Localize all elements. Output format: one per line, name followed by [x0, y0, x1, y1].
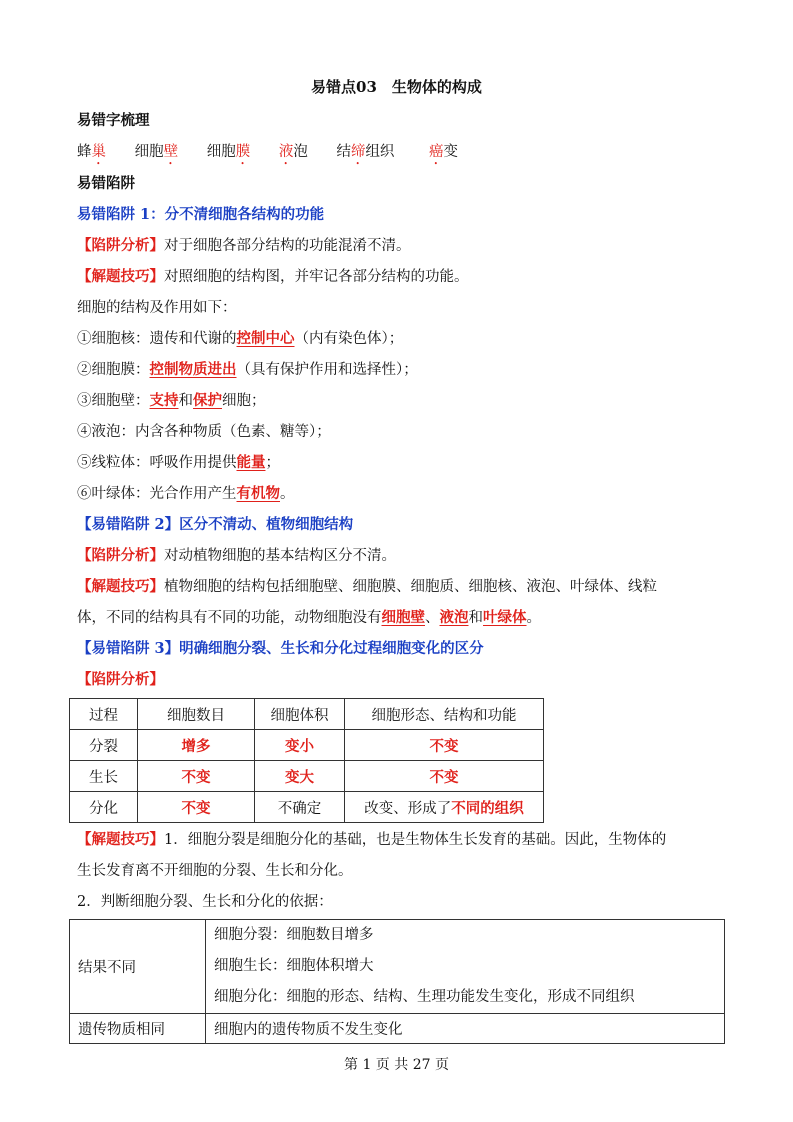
table-cell: 遗传物质相同: [70, 1014, 206, 1044]
key-term: 控制中心: [236, 330, 295, 347]
page-title: 易错点03 生物体的构成: [311, 78, 482, 96]
structure-item: ⑤线粒体：呼吸作用提供能量；: [77, 454, 280, 471]
structure-item: ②细胞膜：控制物质进出（具有保护作用和选择性）；: [77, 361, 418, 378]
table-row: [70, 792, 544, 823]
typo-wrong-char: 壁: [163, 144, 179, 160]
trap1-heading: 易错陷阱 1：分不清细胞各结构的功能: [77, 206, 325, 223]
trap3-tip-cont: 生长发育离不开细胞的分裂、生长和分化。: [77, 863, 353, 879]
key-term: 控制物质进出: [149, 361, 237, 378]
table-cell: 结果不同: [70, 920, 206, 1014]
table-header-row: [70, 699, 544, 730]
table-row: [70, 730, 544, 761]
typo-wrong-char: 膜: [235, 144, 251, 160]
typo-wrong-char: 液: [278, 144, 294, 160]
table-cell: 改变、形成了不同的组织: [345, 792, 544, 823]
typo-item: 液泡: [278, 144, 308, 160]
structure-item: ⑥叶绿体：光合作用产生有机物。: [77, 485, 295, 502]
table-cell: 分裂: [70, 730, 138, 761]
trap1-tip: 【解题技巧】对照细胞的结构图，并牢记各部分结构的功能。: [77, 268, 469, 285]
table-cell: 细胞分裂：细胞数目增多 细胞生长：细胞体积增大 细胞分化：细胞的形态、结构、生理功能发生变化，形成不同组织: [206, 920, 725, 1014]
table-header-cell: 细胞形态、结构和功能: [345, 699, 544, 730]
key-term: 能量: [236, 454, 266, 471]
page-footer: 第 1 页 共 27 页: [344, 1057, 449, 1073]
table-cell: 不变: [138, 761, 255, 792]
traps-heading: 易错陷阱: [77, 175, 135, 192]
table-cell: 生长: [70, 761, 138, 792]
key-term: 支持: [149, 392, 179, 409]
typo-wrong-char: 巢: [91, 144, 106, 160]
trap3-heading: 【易错陷阱 3】明确细胞分裂、生长和分化过程细胞变化的区分: [77, 640, 484, 657]
table-header-cell: 细胞数目: [138, 699, 255, 730]
typo-item: 蜂巢: [77, 144, 106, 160]
trap2-heading: 【易错陷阱 2】区分不清动、植物细胞结构: [77, 516, 354, 533]
table-cell: 变小: [255, 730, 345, 761]
table-cell: 分化: [70, 792, 138, 823]
comparison-table: [69, 698, 544, 823]
trap2-tip: 【解题技巧】植物细胞的结构包括细胞壁、细胞膜、细胞质、细胞核、液泡、叶绿体、线粒: [77, 578, 657, 595]
structure-item: ①细胞核：遗传和代谢的控制中心（内有染色体）；: [77, 330, 404, 347]
typo-wrong-char: 癌: [429, 144, 444, 160]
table-cell: 细胞内的遗传物质不发生变化: [206, 1014, 725, 1044]
table-cell: 变大: [255, 761, 345, 792]
typo-item: 癌变: [429, 144, 459, 160]
trap3-point2: 2．判断细胞分裂、生长和分化的依据：: [77, 894, 333, 910]
trap3-analysis-label: 【陷阱分析】: [77, 671, 164, 688]
key-term: 叶绿体: [483, 609, 527, 626]
typos-heading: 易错字梳理: [77, 112, 150, 129]
trap3-tip: 【解题技巧】1．细胞分裂是细胞分化的基础，也是生物体生长发育的基础。因此，生物体的: [77, 831, 667, 848]
table-header-cell: 细胞体积: [255, 699, 345, 730]
table-row: [70, 761, 544, 792]
table-row: [70, 920, 725, 1014]
trap1-intro: 细胞的结构及作用如下：: [77, 300, 237, 316]
key-term: 液泡: [439, 609, 469, 626]
typo-item: 结缔组织: [336, 144, 395, 160]
key-term: 细胞壁: [381, 609, 425, 626]
structure-item: ④液泡：内含各种物质（色素、糖等）；: [77, 424, 331, 440]
table-cell: 不变: [345, 730, 544, 761]
structure-item: ③细胞壁：支持和保护细胞；: [77, 392, 266, 409]
typo-item: 细胞膜: [206, 144, 251, 160]
trap2-analysis: 【陷阱分析】对动植物细胞的基本结构区分不清。: [77, 547, 396, 564]
table-cell: 不变: [345, 761, 544, 792]
typo-list: [77, 140, 482, 168]
key-term: 保护: [193, 392, 222, 409]
table-cell: 增多: [138, 730, 255, 761]
typo-item: 细胞壁: [134, 144, 179, 160]
table-cell: 不确定: [255, 792, 345, 823]
trap1-analysis: 【陷阱分析】对于细胞各部分结构的功能混淆不清。: [77, 237, 411, 254]
table-header-cell: 过程: [70, 699, 138, 730]
table-cell: 不变: [138, 792, 255, 823]
key-term: 有机物: [236, 485, 280, 502]
basis-table: [69, 919, 725, 1044]
trap2-tip-cont: 体，不同的结构具有不同的功能，动物细胞没有细胞壁、液泡和叶绿体。: [77, 609, 541, 626]
typo-wrong-char: 缔: [350, 144, 366, 160]
table-row: [70, 1014, 725, 1044]
